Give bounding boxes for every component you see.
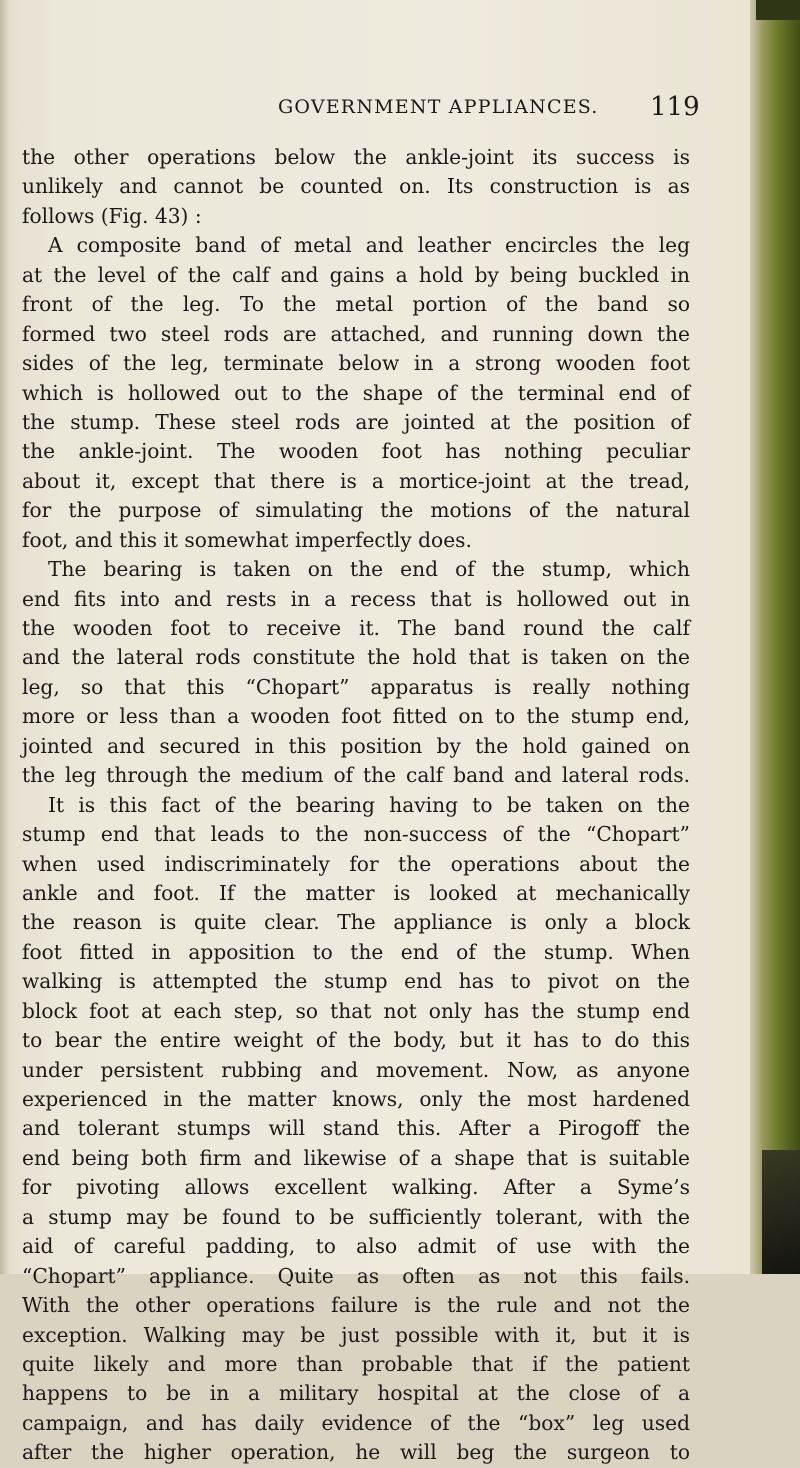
text-line: unlikely and cannot be counted on. Its construction is as <box>22 174 690 199</box>
text-line: the ankle-joint. The wooden foot has nothing peculiar <box>22 439 690 464</box>
page-number: 119 <box>650 92 700 122</box>
text-line: after the higher operation, he will beg the surgeon to <box>22 1440 690 1465</box>
body-text <box>22 143 690 1468</box>
text-line: for the purpose of simulating the motions of the natural <box>22 498 690 523</box>
text-line: happens to be in a military hospital at the close of a <box>22 1381 690 1406</box>
text-line: for pivoting allows excellent walking. After a Syme’s <box>22 1175 690 1200</box>
text-line: formed two steel rods are attached, and running down the <box>22 321 690 346</box>
text-line: exception. Walking may be just possible with it, but it is <box>22 1322 690 1347</box>
text-line: walking is attempted the stump end has to pivot on the <box>22 969 690 994</box>
text-line: block foot at each step, so that not only has the stump end <box>22 998 690 1023</box>
book-spine-band <box>756 0 800 20</box>
text-line: at the level of the calf and gains a hold by being buckled in <box>22 262 690 287</box>
text-line: quite likely and more than probable that if the patient <box>22 1351 690 1376</box>
text-line: the other operations below the ankle-joint its success is <box>22 145 690 169</box>
book-cover-corner <box>762 1150 800 1274</box>
text-line: sides of the leg, terminate below in a strong wooden foot <box>22 351 690 376</box>
text-line: leg, so that this “Chopart” apparatus is really nothing <box>22 674 690 699</box>
text-line: ankle and foot. If the matter is looked at mechanically <box>22 880 690 905</box>
text-line: experienced in the matter knows, only the most hardened <box>22 1087 690 1111</box>
text-line: more or less than a wooden foot fitted on to the stump end, <box>22 704 690 729</box>
text-line: the reason is quite clear. The appliance is only a block <box>22 910 690 935</box>
text-line: end being both firm and likewise of a shape that is suitable <box>22 1145 690 1170</box>
text-line: and the lateral rods constitute the hold that is taken on the <box>22 645 690 670</box>
page-header <box>0 92 758 130</box>
text-line: “Chopart” appliance. Quite as often as not this fails. <box>22 1263 690 1288</box>
text-line: campaign, and has daily evidence of the “box” leg used <box>22 1410 690 1435</box>
text-line: which is hollowed out to the shape of the terminal end of <box>22 380 690 405</box>
text-line: stump end that leads to the non-success of the “Chopart” <box>22 822 690 847</box>
book-spine-edge <box>750 0 800 1274</box>
text-line: when used indiscriminately for the operations about the <box>22 851 690 876</box>
text-line: jointed and secured in this position by the hold gained on <box>22 733 690 758</box>
text-line: foot, and this it somewhat imperfectly does. <box>22 527 472 552</box>
text-line: about it, except that there is a mortice-joint at the tread, <box>22 468 690 493</box>
text-line: the stump. These steel rods are jointed at the position of <box>22 409 690 434</box>
text-line: foot fitted in apposition to the end of the stump. When <box>22 939 690 964</box>
text-line: It is this fact of the bearing having to be taken on the <box>48 792 690 817</box>
text-line: to bear the entire weight of the body, but it has to do this <box>22 1028 690 1053</box>
text-line: follows (Fig. 43) : <box>22 203 202 228</box>
text-line: under persistent rubbing and movement. Now, as anyone <box>22 1057 690 1082</box>
text-line: the leg through the medium of the calf band and lateral rods. <box>22 763 690 788</box>
text-line: The bearing is taken on the end of the stump, which <box>48 557 690 582</box>
text-line: and tolerant stumps will stand this. After a Pirogoff the <box>22 1116 690 1141</box>
text-line: end fits into and rests in a recess that is hollowed out in <box>22 586 690 611</box>
page-gutter-shadow <box>0 0 10 1274</box>
text-line: front of the leg. To the metal portion of the band so <box>22 292 690 317</box>
text-line: With the other operations failure is the rule and not the <box>22 1293 690 1318</box>
text-line: aid of careful padding, to also admit of use with the <box>22 1234 690 1259</box>
text-line: A composite band of metal and leather encircles the leg <box>48 233 690 258</box>
text-line: the wooden foot to receive it. The band round the calf <box>22 616 690 640</box>
text-line: a stump may be found to be sufficiently tolerant, with the <box>22 1204 690 1229</box>
running-title: GOVERNMENT APPLIANCES. <box>278 96 599 118</box>
